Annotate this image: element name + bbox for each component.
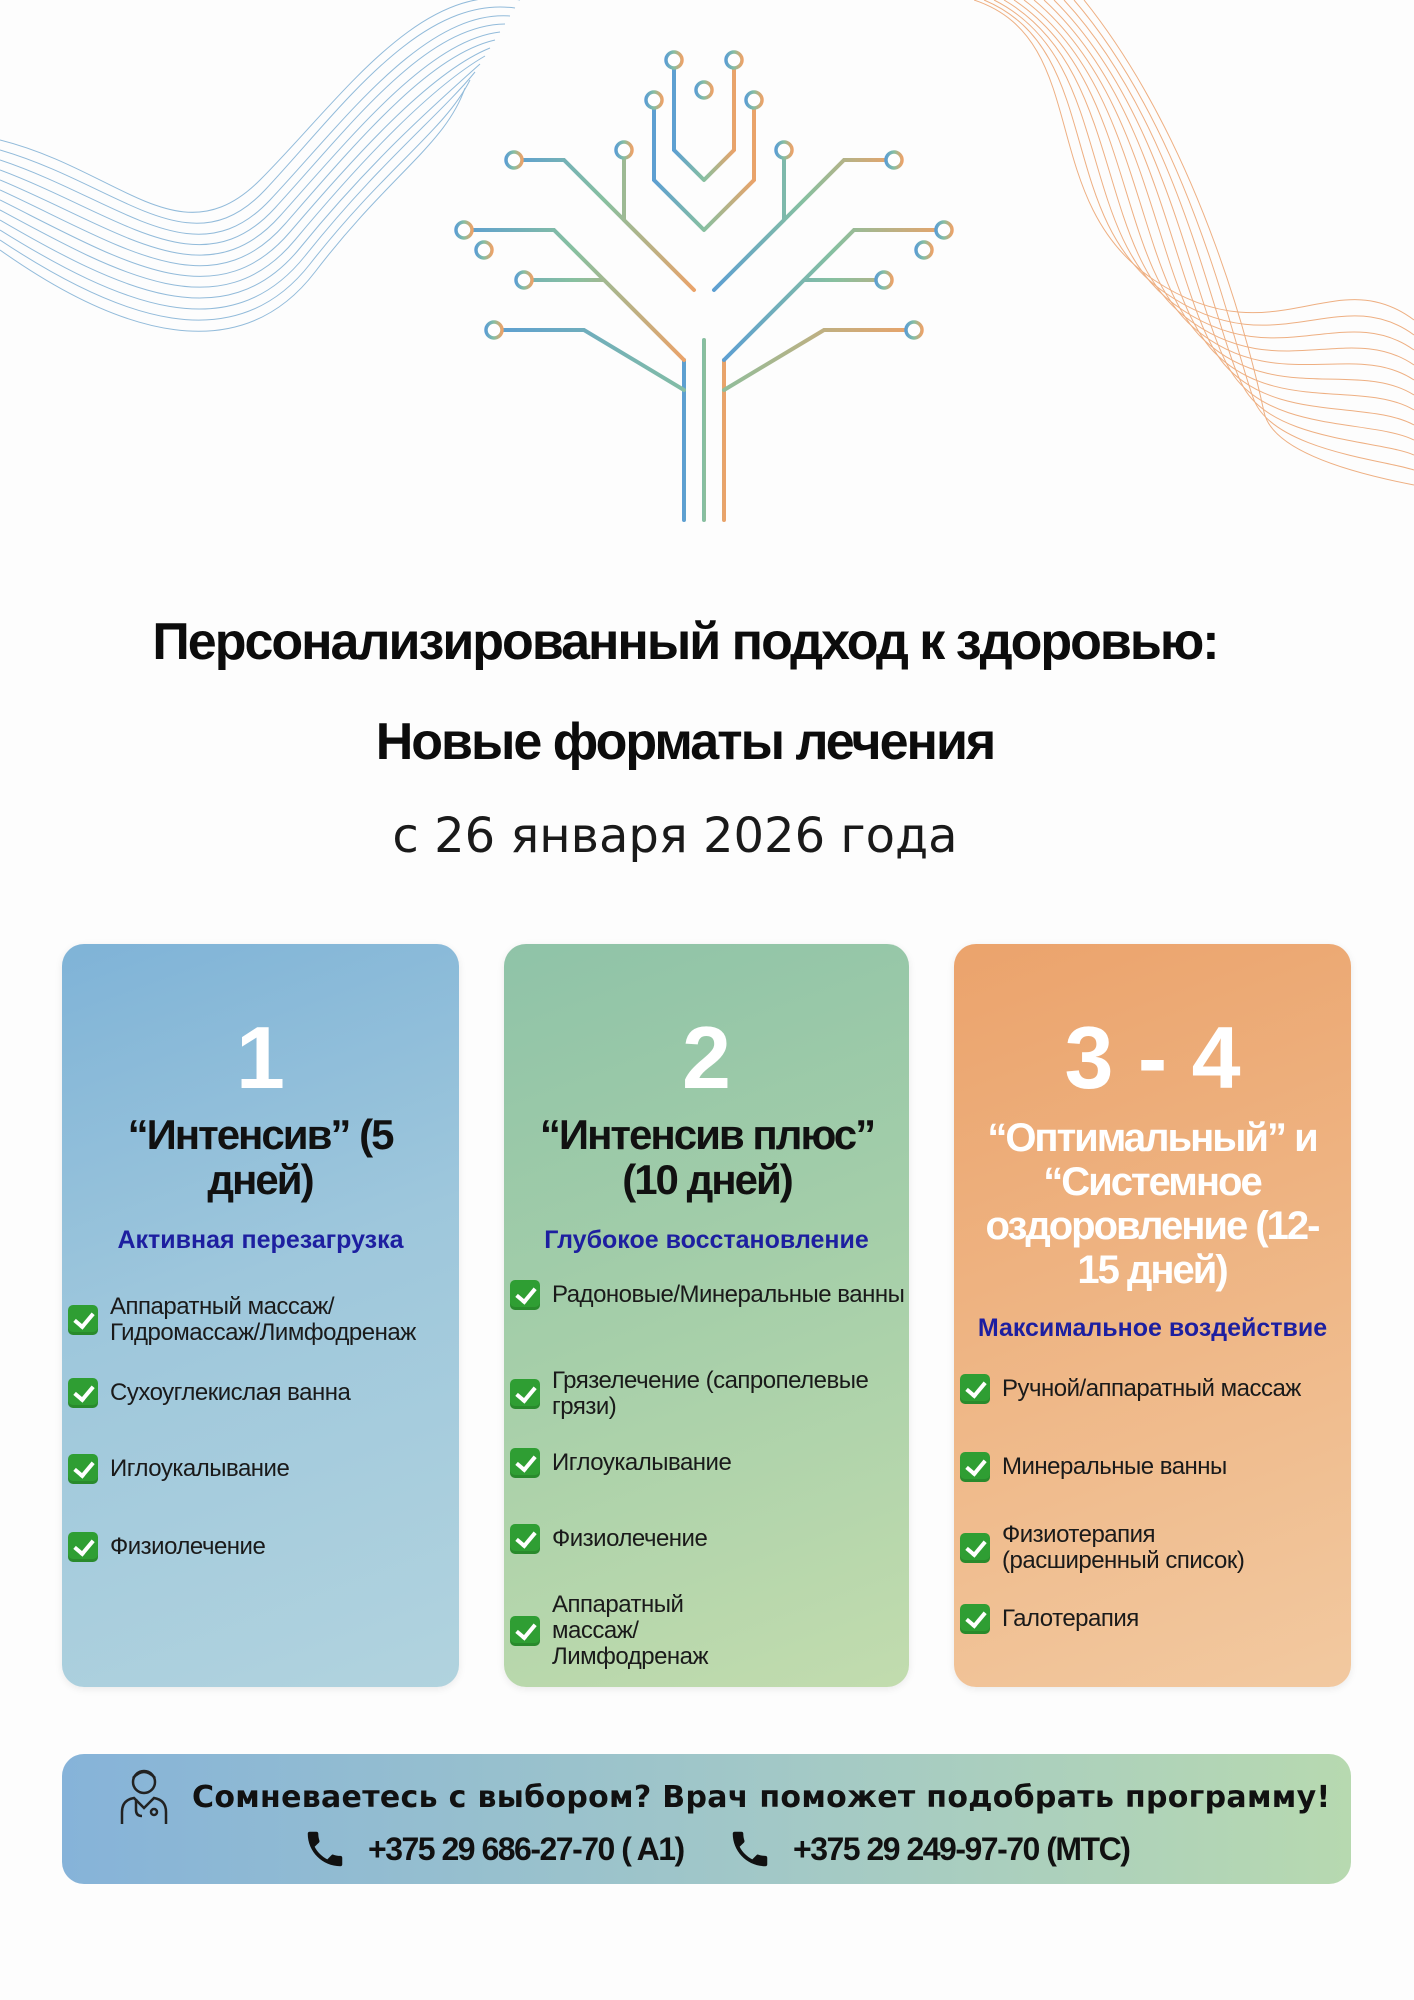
program-tagline: Максимальное воздействие	[977, 1314, 1328, 1342]
check-icon	[510, 1280, 540, 1310]
program-format: “Интенсив” (5 дней)	[127, 1111, 393, 1203]
list-item: Минеральные ванны	[960, 1452, 1347, 1482]
contact-question: Сомневаетесь с выбором? Врач поможет подобрать программу!	[192, 1780, 1331, 1815]
tree-circuit-logo	[404, 30, 1004, 530]
list-item: Физиолечение	[510, 1524, 905, 1554]
program-format: “Интенсив плюс” (10 дней)	[539, 1111, 875, 1203]
check-icon	[960, 1533, 990, 1563]
list-item: Галотерапия	[960, 1604, 1347, 1634]
check-icon	[960, 1374, 990, 1404]
list-item: Иглоукалывание	[68, 1454, 455, 1484]
list-item: Радоновые/Минеральные ванны	[510, 1280, 905, 1310]
list-item: Физиолечение	[68, 1532, 455, 1562]
phone-a1[interactable]	[302, 1826, 684, 1872]
check-icon	[510, 1379, 540, 1409]
program-tagline: Глубокое восстановление	[544, 1226, 869, 1254]
contact-banner	[62, 1754, 1351, 1884]
check-icon	[510, 1616, 540, 1646]
orange-wave-decoration	[974, 0, 1414, 560]
check-icon	[68, 1378, 98, 1408]
check-icon	[510, 1524, 540, 1554]
program-card-optimal	[954, 944, 1351, 1687]
program-card-intensive-plus	[504, 944, 909, 1687]
phone-number[interactable]: +375 29 686-27-70 ( A1)	[368, 1830, 684, 1867]
doctor-icon	[116, 1766, 172, 1826]
check-icon	[68, 1532, 98, 1562]
check-icon	[68, 1305, 98, 1335]
check-icon	[960, 1452, 990, 1482]
page-heading: Новые форматы лечения	[375, 713, 995, 771]
phone-mts[interactable]	[727, 1826, 1129, 1872]
list-item: Сухоуглекислая ванна	[68, 1378, 455, 1408]
check-icon	[510, 1448, 540, 1478]
list-item: Иглоукалывание	[510, 1448, 905, 1478]
start-date: с 26 января 2026 года	[392, 808, 958, 864]
phone-number[interactable]: +375 29 249-97-70 (МТС)	[793, 1830, 1130, 1867]
phone-icon	[727, 1826, 773, 1872]
program-number: 3 - 4	[1064, 1008, 1241, 1107]
program-tagline: Активная перезагрузка	[117, 1226, 404, 1254]
program-number: 1	[236, 1008, 285, 1107]
program-card-intensive	[62, 944, 459, 1687]
check-icon	[960, 1604, 990, 1634]
program-format: “Оптимальный” и “Системное оздоровление (12-15 дней)	[985, 1116, 1319, 1292]
list-item: Грязелечение (сапропелевые грязи)	[510, 1368, 905, 1420]
list-item: Аппаратный массаж/ Лимфодренаж	[510, 1592, 905, 1670]
program-number: 2	[682, 1008, 731, 1107]
list-item: Физиотерапия (расширенный список)	[960, 1522, 1347, 1574]
page-title: Персонализированный подход к здоровью:	[152, 613, 1218, 671]
phone-icon	[302, 1826, 348, 1872]
list-item: Аппаратный массаж/ Гидромассаж/Лимфодренаж	[68, 1294, 455, 1346]
check-icon	[68, 1454, 98, 1484]
list-item: Ручной/аппаратный массаж	[960, 1374, 1347, 1404]
